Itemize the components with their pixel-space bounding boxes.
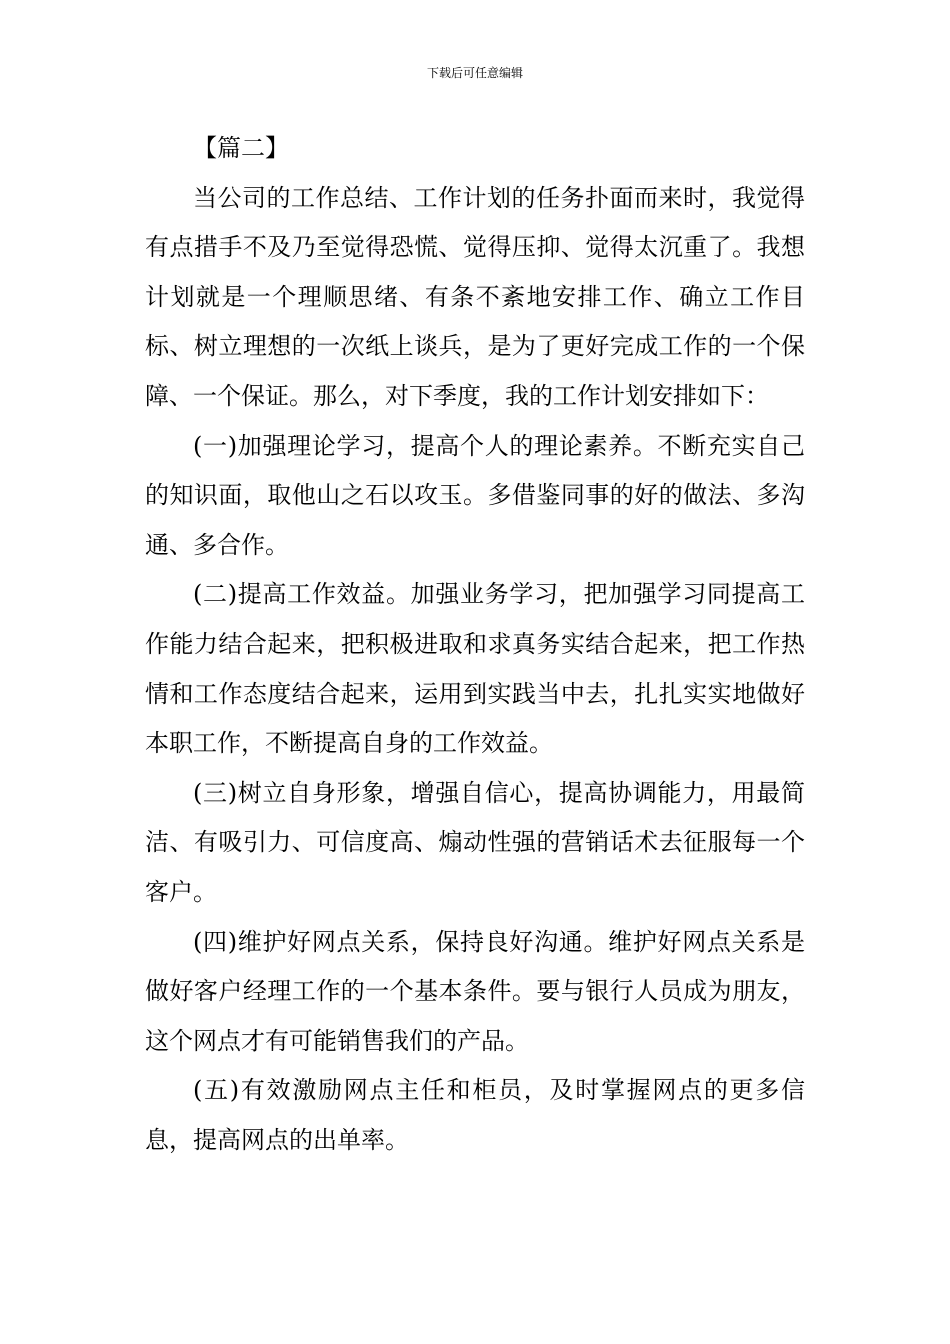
paragraph-item-2: (二)提高工作效益。加强业务学习，把加强学习同提高工作能力结合起来，把积极进取和求真务实结合起来，把工作热情和工作态度结合起来，运用到实践当中去，扎扎实实地做好本职工作，不断提高自身的工作效益。	[145, 580, 805, 758]
paragraph-item-5: (五)有效激励网点主任和柜员，及时掌握网点的更多信息，提高网点的出单率。	[145, 1076, 805, 1154]
page-header-note: 下载后可任意编辑	[426, 66, 523, 80]
document-body	[145, 124, 805, 1165]
paragraph-intro: 当公司的工作总结、工作计划的任务扑面而来时，我觉得有点措手不及乃至觉得恐慌、觉得压抑、觉得太沉重了。我想计划就是一个理顺思绪、有条不紊地安排工作、确立工作目标、树立理想的一次纸上谈兵，是为了更好完成工作的一个保障、一个保证。那么，对下季度，我的工作计划安排如下：	[145, 183, 805, 410]
paragraph-item-3: (三)树立自身形象，增强自信心，提高协调能力，用最简洁、有吸引力、可信度高、煽动性强的营销话术去征服每一个客户。	[145, 778, 805, 906]
paragraph-item-4: (四)维护好网点关系，保持良好沟通。维护好网点关系是做好客户经理工作的一个基本条件。要与银行人员成为朋友，这个网点才有可能销售我们的产品。	[145, 927, 805, 1055]
paragraph-item-1: (一)加强理论学习，提高个人的理论素养。不断充实自己的知识面，取他山之石以攻玉。多借鉴同事的好的做法、多沟通、多合作。	[145, 431, 805, 559]
section-title: 【篇二】	[193, 134, 289, 162]
